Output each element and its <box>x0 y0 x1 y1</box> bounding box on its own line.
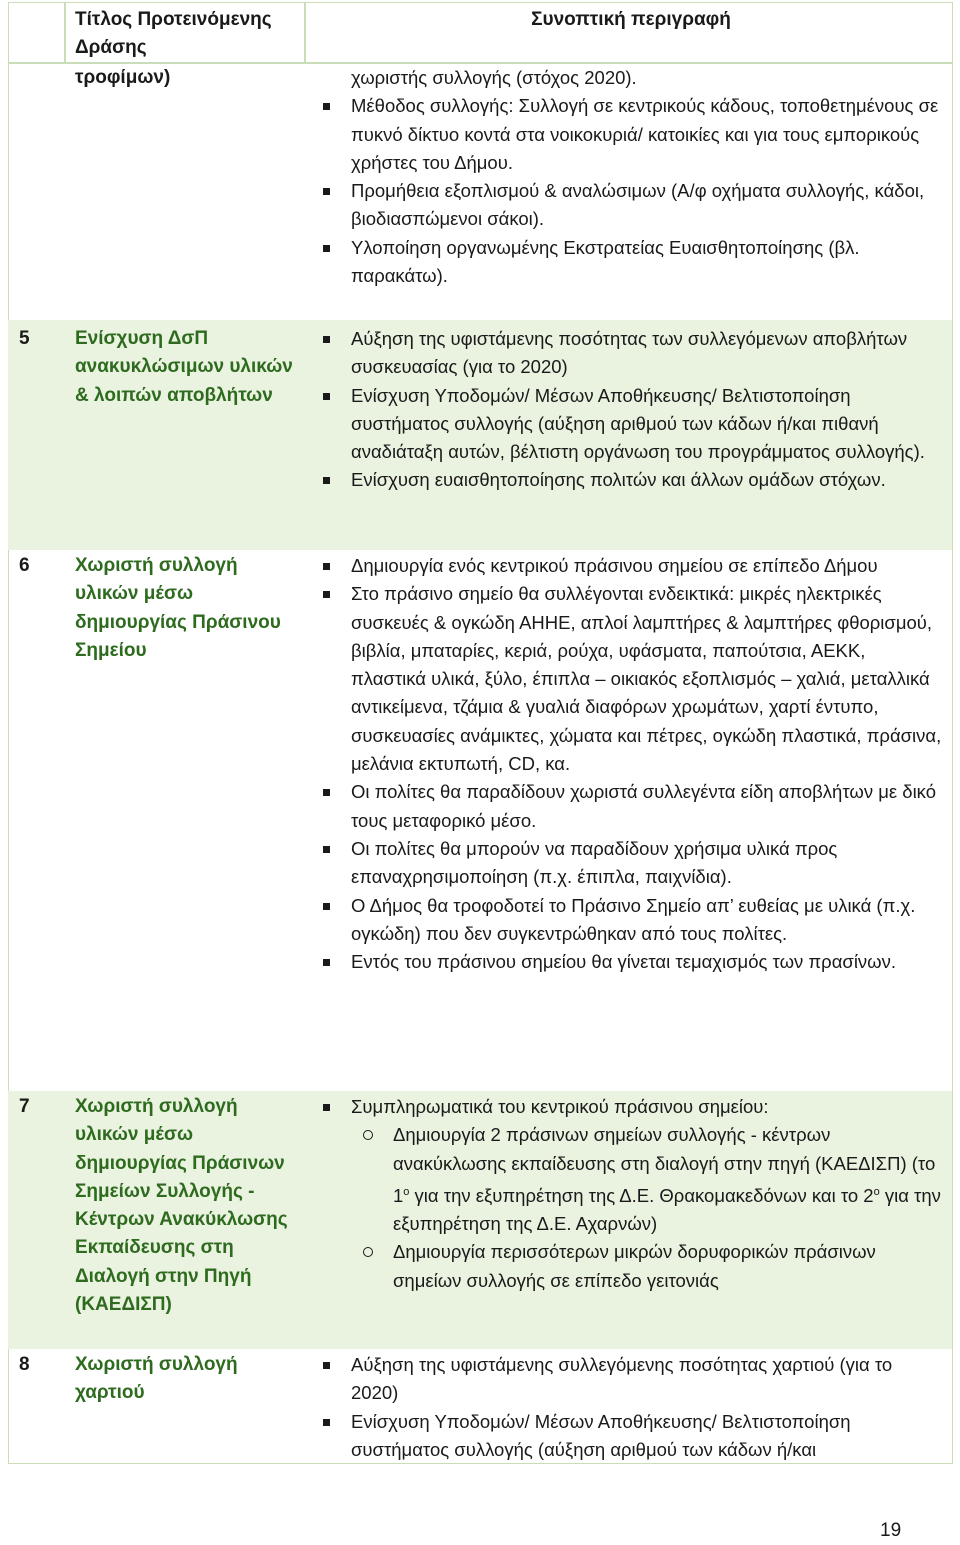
row-title: Χωριστή συλλογή υλικών μέσω δημιουργίας Πράσινων Σημείων Συλλογής - Κέντρων Ανακύκλωσης Εκπαίδευσης στη Διαλογή στην Πηγή (ΚΑΕΔΙΣΠ) <box>75 1096 288 1316</box>
row-description <box>304 62 952 312</box>
table-row <box>8 320 952 550</box>
sub-list-item: Δημιουργία 2 πράσινων σημείων συλλογής - κέντρων ανακύκλωσης εκπαίδευσης στη διαλογή στην πηγή (ΚΑΕΔΙΣΠ) (το $1^o$ για την εξυπηρέτηση της Δ.Ε. Θρακομακεδόνων και το $2^o$ για την εξυπηρέτηση της Δ.Ε. Αχαρνών) <box>361 1121 944 1238</box>
list-item: Ενίσχυση ευαισθητοποίησης πολιτών και άλλων ομάδων στόχων. <box>318 466 944 494</box>
table-row <box>8 1091 952 1349</box>
header-desc-cell <box>304 2 952 62</box>
list-item: Δημιουργία ενός κεντρικού πράσινου σημείου σε επίπεδο Δήμου <box>318 552 944 580</box>
row-title: Χωριστή συλλογή χαρτιού <box>75 1354 238 1404</box>
row-description <box>304 1349 952 1461</box>
row-number: 7 <box>19 1096 30 1117</box>
sub-list-item: Δημιουργία περισσότερων μικρών δορυφορικών πράσινων σημείων συλλογής σε επίπεδο γειτονιάς <box>361 1238 944 1295</box>
table-row <box>8 1349 952 1461</box>
row-number: 5 <box>19 328 30 349</box>
row-title: Χωριστή συλλογή υλικών μέσω δημιουργίας Πράσινου Σημείου <box>75 555 281 661</box>
row-title: τροφίμων) <box>75 67 171 88</box>
list-item: Ενίσχυση Υποδομών/ Μέσων Αποθήκευσης/ Βελτιστοποίηση συστήματος συλλογής (αύξηση αριθμού των κάδων ή/και πιθανή αναδιάταξη αυτών, βέλτιστη οργάνωση του προγράμματος συλλογής). <box>318 382 944 467</box>
header-description: Συνοπτική περιγραφή <box>531 9 731 30</box>
row-description <box>304 320 952 550</box>
list-item: Ο Δήμος θα τροφοδοτεί το Πράσινο Σημείο απ’ ευθείας με υλικά (π.χ. ογκώδη) που δεν συγκεντρώθηκαν από τους πολίτες. <box>318 892 944 949</box>
table-row <box>8 62 952 312</box>
table-row <box>8 550 952 1091</box>
header-title-cell <box>64 2 304 62</box>
row-number: 6 <box>19 555 30 576</box>
header-num-cell <box>8 2 64 62</box>
bullet-list <box>318 1093 944 1121</box>
row-title: Ενίσχυση ΔσΠ ανακυκλώσιμων υλικών & λοιπών αποβλήτων <box>75 328 293 406</box>
list-item: Προμήθεια εξοπλισμού & αναλώσιμων (Α/φ οχήματα συλλογής, κάδοι, βιοδιασπώμενοι σάκοι). <box>318 177 944 234</box>
lead-text: χωριστής συλλογής (στόχος 2020). <box>351 67 637 88</box>
list-item: Μέθοδος συλλογής: Συλλογή σε κεντρικούς κάδους, τοποθετημένους σε πυκνό δίκτυο κοντά στα νοικοκυριά/ κατοικίες και για τους εμπορικούς χρήστες του Δήμου. <box>318 92 944 177</box>
actions-table <box>8 2 952 1461</box>
list-item: Στο πράσινο σημείο θα συλλέγονται ενδεικτικά: μικρές ηλεκτρικές συσκευές & ογκώδη ΑΗΗΕ, απλοί λαμπτήρες & λαμπτήρες φθορισμού, βιβλία, μπαταρίες, κεριά, ρούχα, υφάσματα, παπούτσια, ΑΕΚΚ, πλαστικά υλικά, ξύλο, έπιπλα – οικιακός εξοπλισμός – χαλιά, μεταλλικά αντικείμενα, τζάμια & γυαλιά διαφόρων χρωμάτων, χαρτί έντυπο, συσκευασίες ανάμικτες, χώματα και πέτρες, ογκώδη πλαστικά, πράσινα, μελάνια εκτυπωτή, CD, κα. <box>318 580 944 778</box>
bullet-list <box>318 92 944 290</box>
sub-bullet-list <box>318 1121 944 1295</box>
row-description <box>304 1091 952 1349</box>
bullet-list <box>318 325 944 495</box>
list-item: Αύξηση της υφιστάμενης συλλεγόμενης ποσότητας χαρτιού (για το 2020) <box>318 1351 944 1408</box>
bullet-list <box>318 552 944 976</box>
list-item: Οι πολίτες θα μπορούν να παραδίδουν χρήσιμα υλικά προς επαναχρησιμοποίηση (π.χ. έπιπλα, παιχνίδια). <box>318 835 944 892</box>
list-item-text: Συμπληρωματικά του κεντρικού πράσινου σημείου: <box>351 1096 769 1117</box>
list-item <box>318 1093 944 1121</box>
row-number: 8 <box>19 1354 30 1375</box>
header-title: Τίτλος Προτεινόμενης Δράσης <box>75 9 272 59</box>
list-item: Ενίσχυση Υποδομών/ Μέσων Αποθήκευσης/ Βελτιστοποίηση συστήματος συλλογής (αύξηση αριθμού των κάδων ή/και <box>318 1408 944 1465</box>
table-header <box>8 2 952 62</box>
page-number: 19 <box>880 1520 902 1541</box>
list-item: Υλοποίηση οργανωμένης Εκστρατείας Ευαισθητοποίησης (βλ. παρακάτω). <box>318 234 944 291</box>
list-item: Οι πολίτες θα παραδίδουν χωριστά συλλεγέντα είδη αποβλήτων με δικό τους μεταφορικό μέσο. <box>318 778 944 835</box>
list-item: Αύξηση της υφιστάμενης ποσότητας των συλλεγόμενων αποβλήτων συσκευασίας (για το 2020) <box>318 325 944 382</box>
list-item: Εντός του πράσινου σημείου θα γίνεται τεμαχισμός των πρασίνων. <box>318 948 944 976</box>
bullet-list <box>318 1351 944 1464</box>
row-description <box>304 550 952 1091</box>
